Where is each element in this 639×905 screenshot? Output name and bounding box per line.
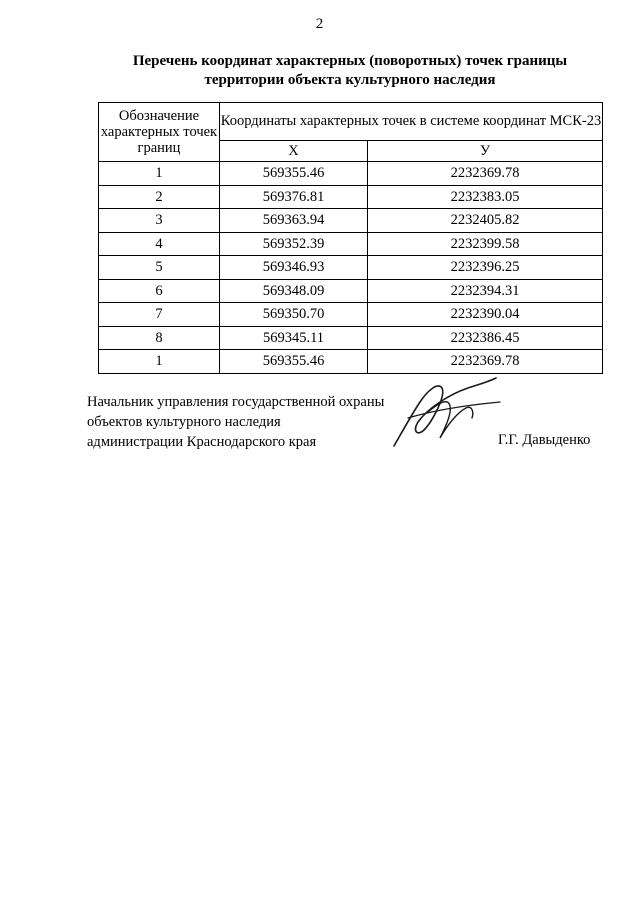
position-line-3: администрации Краснодарского края [87,434,317,450]
cell-x: 569355.46 [220,162,368,186]
document-title [60,52,639,90]
handwritten-signature [388,372,503,452]
cell-x: 569376.81 [220,185,368,209]
table-row [99,232,603,256]
header-x: X [220,140,368,161]
header-coordinates: Координаты характерных точек в системе координат МСК-23 [220,103,603,141]
table-row [99,350,603,374]
position-line-1: Начальник управления государственной охраны [87,394,385,410]
table-row [99,326,603,350]
table-row [99,256,603,280]
cell-point: 3 [99,209,220,233]
table-row [99,185,603,209]
cell-y: 2232394.31 [368,279,603,303]
cell-y: 2232386.45 [368,326,603,350]
coordinates-table [98,102,603,374]
cell-point: 8 [99,326,220,350]
page-number: 2 [315,16,324,32]
cell-point: 1 [99,350,220,374]
cell-point: 6 [99,279,220,303]
cell-y: 2232405.82 [368,209,603,233]
cell-point: 2 [99,185,220,209]
signatory-name: Г.Г. Давыденко [498,432,591,448]
cell-x: 569345.11 [220,326,368,350]
title-line-1: Перечень координат характерных (поворотных) точек границы [132,53,568,69]
cell-y: 2232399.58 [368,232,603,256]
cell-y: 2232396.25 [368,256,603,280]
cell-x: 569350.70 [220,303,368,327]
table-row [99,279,603,303]
position-line-2: объектов культурного наследия [87,414,281,430]
cell-point: 5 [99,256,220,280]
header-y: У [368,140,603,161]
cell-x: 569346.93 [220,256,368,280]
cell-x: 569363.94 [220,209,368,233]
cell-point: 7 [99,303,220,327]
table-row [99,303,603,327]
cell-x: 569348.09 [220,279,368,303]
cell-point: 1 [99,162,220,186]
table-row [99,162,603,186]
cell-y: 2232390.04 [368,303,603,327]
cell-y: 2232369.78 [368,350,603,374]
cell-point: 4 [99,232,220,256]
table-row [99,209,603,233]
cell-y: 2232369.78 [368,162,603,186]
cell-y: 2232383.05 [368,185,603,209]
cell-x: 569352.39 [220,232,368,256]
title-line-2: территории объекта культурного наследия [204,72,496,88]
cell-x: 569355.46 [220,350,368,374]
header-point-designation: Обозначение характерных точек границ [99,103,220,162]
signatory-position [87,392,384,452]
